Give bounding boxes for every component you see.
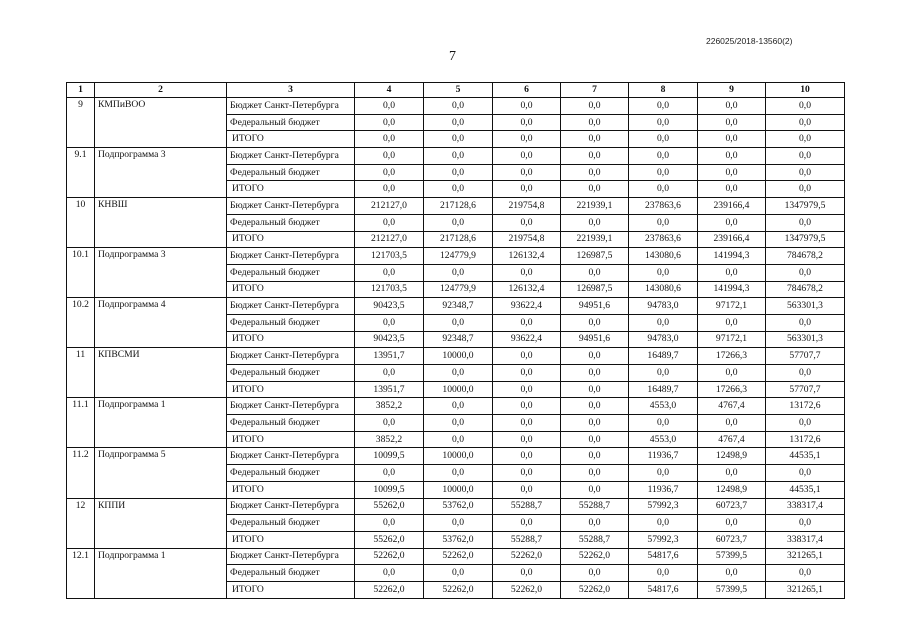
column-header: 8 (629, 83, 698, 98)
value-cell: 0,0 (698, 365, 766, 382)
value-cell: 0,0 (561, 565, 629, 582)
value-cell: 52262,0 (493, 581, 561, 598)
value-cell: 94951,6 (561, 331, 629, 348)
value-cell: 0,0 (629, 415, 698, 432)
value-cell: 0,0 (355, 365, 424, 382)
funding-source: ИТОГО (227, 231, 355, 248)
value-cell: 0,0 (766, 114, 845, 131)
funding-source: Федеральный бюджет (227, 214, 355, 231)
value-cell: 0,0 (493, 398, 561, 415)
value-cell: 0,0 (698, 264, 766, 281)
value-cell: 0,0 (629, 164, 698, 181)
value-cell: 16489,7 (629, 348, 698, 365)
value-cell: 563301,3 (766, 331, 845, 348)
value-cell: 0,0 (493, 164, 561, 181)
value-cell: 0,0 (698, 465, 766, 482)
value-cell: 10000,0 (424, 348, 493, 365)
value-cell: 0,0 (424, 365, 493, 382)
funding-source: Бюджет Санкт-Петербурга (227, 498, 355, 515)
value-cell: 4553,0 (629, 398, 698, 415)
funding-source: ИТОГО (227, 331, 355, 348)
value-cell: 52262,0 (355, 581, 424, 598)
value-cell: 13172,6 (766, 398, 845, 415)
value-cell: 16489,7 (629, 381, 698, 398)
value-cell: 0,0 (561, 348, 629, 365)
table-row (67, 548, 845, 565)
funding-source: ИТОГО (227, 131, 355, 148)
funding-source: ИТОГО (227, 531, 355, 548)
value-cell: 0,0 (355, 264, 424, 281)
value-cell: 0,0 (424, 98, 493, 115)
value-cell: 57992,3 (629, 498, 698, 515)
budget-table (66, 82, 845, 599)
value-cell: 55288,7 (493, 498, 561, 515)
value-cell: 0,0 (424, 565, 493, 582)
value-cell: 11936,7 (629, 481, 698, 498)
value-cell: 53762,0 (424, 531, 493, 548)
value-cell: 784678,2 (766, 281, 845, 298)
column-header: 7 (561, 83, 629, 98)
value-cell: 0,0 (493, 565, 561, 582)
column-header: 10 (766, 83, 845, 98)
row-number: 11 (67, 348, 95, 398)
funding-source: Бюджет Санкт-Петербурга (227, 448, 355, 465)
value-cell: 141994,3 (698, 281, 766, 298)
value-cell: 55288,7 (493, 531, 561, 548)
program-name: Подпрограмма 4 (95, 298, 227, 348)
value-cell: 93622,4 (493, 331, 561, 348)
value-cell: 219754,8 (493, 198, 561, 215)
funding-source: Федеральный бюджет (227, 465, 355, 482)
table-row (67, 348, 845, 365)
value-cell: 0,0 (493, 481, 561, 498)
column-header: 6 (493, 83, 561, 98)
value-cell: 94783,0 (629, 331, 698, 348)
value-cell: 10099,5 (355, 481, 424, 498)
value-cell: 0,0 (766, 181, 845, 198)
value-cell: 338317,4 (766, 498, 845, 515)
value-cell: 52262,0 (355, 548, 424, 565)
program-name: КППИ (95, 498, 227, 548)
value-cell: 0,0 (698, 131, 766, 148)
value-cell: 44535,1 (766, 481, 845, 498)
funding-source: Бюджет Санкт-Петербурга (227, 398, 355, 415)
value-cell: 0,0 (766, 365, 845, 382)
value-cell: 0,0 (493, 214, 561, 231)
value-cell: 0,0 (493, 381, 561, 398)
value-cell: 0,0 (629, 465, 698, 482)
value-cell: 143080,6 (629, 281, 698, 298)
value-cell: 0,0 (424, 131, 493, 148)
value-cell: 0,0 (561, 381, 629, 398)
value-cell: 0,0 (561, 481, 629, 498)
table-row (67, 98, 845, 115)
value-cell: 784678,2 (766, 248, 845, 265)
value-cell: 0,0 (561, 164, 629, 181)
value-cell: 0,0 (698, 214, 766, 231)
value-cell: 0,0 (355, 214, 424, 231)
program-name: Подпрограмма 5 (95, 448, 227, 498)
value-cell: 0,0 (766, 264, 845, 281)
value-cell: 10000,0 (424, 481, 493, 498)
funding-source: Федеральный бюджет (227, 264, 355, 281)
value-cell: 0,0 (355, 565, 424, 582)
program-name: Подпрограмма 3 (95, 148, 227, 198)
value-cell: 1347979,5 (766, 198, 845, 215)
value-cell: 57707,7 (766, 381, 845, 398)
value-cell: 10000,0 (424, 448, 493, 465)
value-cell: 0,0 (355, 465, 424, 482)
value-cell: 0,0 (629, 148, 698, 165)
value-cell: 338317,4 (766, 531, 845, 548)
value-cell: 0,0 (698, 114, 766, 131)
value-cell: 0,0 (629, 365, 698, 382)
value-cell: 0,0 (561, 181, 629, 198)
value-cell: 0,0 (355, 114, 424, 131)
value-cell: 53762,0 (424, 498, 493, 515)
value-cell: 0,0 (561, 131, 629, 148)
value-cell: 57399,5 (698, 581, 766, 598)
value-cell: 0,0 (493, 131, 561, 148)
value-cell: 0,0 (629, 515, 698, 532)
value-cell: 219754,8 (493, 231, 561, 248)
value-cell: 0,0 (493, 465, 561, 482)
value-cell: 0,0 (629, 214, 698, 231)
value-cell: 57992,3 (629, 531, 698, 548)
funding-source: Бюджет Санкт-Петербурга (227, 548, 355, 565)
value-cell: 0,0 (629, 565, 698, 582)
value-cell: 124779,9 (424, 248, 493, 265)
value-cell: 0,0 (698, 181, 766, 198)
value-cell: 10099,5 (355, 448, 424, 465)
value-cell: 97172,1 (698, 298, 766, 315)
funding-source: Бюджет Санкт-Петербурга (227, 298, 355, 315)
value-cell: 3852,2 (355, 431, 424, 448)
row-number: 10.2 (67, 298, 95, 348)
table-row (67, 398, 845, 415)
value-cell: 121703,5 (355, 281, 424, 298)
funding-source: Федеральный бюджет (227, 515, 355, 532)
value-cell: 0,0 (629, 181, 698, 198)
value-cell: 0,0 (561, 448, 629, 465)
value-cell: 0,0 (698, 515, 766, 532)
value-cell: 4767,4 (698, 398, 766, 415)
value-cell: 0,0 (561, 415, 629, 432)
value-cell: 0,0 (766, 465, 845, 482)
value-cell: 221939,1 (561, 231, 629, 248)
value-cell: 0,0 (355, 515, 424, 532)
value-cell: 57399,5 (698, 548, 766, 565)
value-cell: 0,0 (355, 181, 424, 198)
value-cell: 0,0 (766, 214, 845, 231)
value-cell: 93622,4 (493, 298, 561, 315)
value-cell: 0,0 (561, 515, 629, 532)
funding-source: ИТОГО (227, 381, 355, 398)
row-number: 10 (67, 198, 95, 248)
value-cell: 60723,7 (698, 498, 766, 515)
funding-source: Бюджет Санкт-Петербурга (227, 148, 355, 165)
value-cell: 126987,5 (561, 281, 629, 298)
table-row (67, 498, 845, 515)
row-number: 9.1 (67, 148, 95, 198)
value-cell: 0,0 (698, 148, 766, 165)
value-cell: 141994,3 (698, 248, 766, 265)
value-cell: 0,0 (424, 431, 493, 448)
value-cell: 0,0 (424, 465, 493, 482)
column-header: 2 (95, 83, 227, 98)
value-cell: 0,0 (424, 415, 493, 432)
value-cell: 0,0 (766, 565, 845, 582)
table-row (67, 448, 845, 465)
value-cell: 12498,9 (698, 481, 766, 498)
value-cell: 0,0 (355, 314, 424, 331)
value-cell: 0,0 (561, 431, 629, 448)
value-cell: 0,0 (766, 314, 845, 331)
value-cell: 90423,5 (355, 331, 424, 348)
table-row (67, 248, 845, 265)
value-cell: 0,0 (493, 415, 561, 432)
value-cell: 92348,7 (424, 298, 493, 315)
value-cell: 92348,7 (424, 331, 493, 348)
row-number: 11.2 (67, 448, 95, 498)
value-cell: 0,0 (493, 114, 561, 131)
header-row (67, 83, 845, 98)
funding-source: Федеральный бюджет (227, 415, 355, 432)
value-cell: 0,0 (561, 314, 629, 331)
row-number: 12.1 (67, 548, 95, 598)
value-cell: 0,0 (629, 264, 698, 281)
value-cell: 0,0 (355, 415, 424, 432)
value-cell: 0,0 (493, 148, 561, 165)
value-cell: 239166,4 (698, 231, 766, 248)
value-cell: 212127,0 (355, 198, 424, 215)
value-cell: 143080,6 (629, 248, 698, 265)
funding-source: ИТОГО (227, 181, 355, 198)
value-cell: 0,0 (493, 515, 561, 532)
value-cell: 0,0 (698, 415, 766, 432)
value-cell: 126987,5 (561, 248, 629, 265)
column-header: 4 (355, 83, 424, 98)
value-cell: 0,0 (698, 164, 766, 181)
value-cell: 0,0 (561, 98, 629, 115)
value-cell: 0,0 (766, 164, 845, 181)
row-number: 10.1 (67, 248, 95, 298)
funding-source: ИТОГО (227, 481, 355, 498)
value-cell: 54817,6 (629, 548, 698, 565)
value-cell: 12498,9 (698, 448, 766, 465)
column-header: 9 (698, 83, 766, 98)
value-cell: 0,0 (493, 98, 561, 115)
value-cell: 0,0 (629, 114, 698, 131)
row-number: 11.1 (67, 398, 95, 448)
value-cell: 52262,0 (561, 548, 629, 565)
value-cell: 0,0 (493, 448, 561, 465)
value-cell: 0,0 (561, 398, 629, 415)
value-cell: 237863,6 (629, 198, 698, 215)
funding-source: Бюджет Санкт-Петербурга (227, 348, 355, 365)
funding-source: ИТОГО (227, 431, 355, 448)
value-cell: 563301,3 (766, 298, 845, 315)
value-cell: 0,0 (561, 264, 629, 281)
value-cell: 17266,3 (698, 381, 766, 398)
value-cell: 10000,0 (424, 381, 493, 398)
value-cell: 0,0 (424, 398, 493, 415)
value-cell: 0,0 (355, 131, 424, 148)
program-name: Подпрограмма 1 (95, 398, 227, 448)
value-cell: 55262,0 (355, 531, 424, 548)
value-cell: 94783,0 (629, 298, 698, 315)
value-cell: 0,0 (424, 264, 493, 281)
value-cell: 0,0 (493, 431, 561, 448)
funding-source: Федеральный бюджет (227, 565, 355, 582)
funding-source: Бюджет Санкт-Петербурга (227, 198, 355, 215)
value-cell: 55288,7 (561, 498, 629, 515)
value-cell: 44535,1 (766, 448, 845, 465)
value-cell: 0,0 (355, 98, 424, 115)
funding-source: Федеральный бюджет (227, 114, 355, 131)
column-header: 1 (67, 83, 95, 98)
value-cell: 0,0 (629, 131, 698, 148)
value-cell: 0,0 (493, 264, 561, 281)
value-cell: 17266,3 (698, 348, 766, 365)
value-cell: 13951,7 (355, 381, 424, 398)
value-cell: 0,0 (766, 515, 845, 532)
value-cell: 52262,0 (561, 581, 629, 598)
value-cell: 217128,6 (424, 198, 493, 215)
program-name: Подпрограмма 1 (95, 548, 227, 598)
value-cell: 0,0 (561, 465, 629, 482)
value-cell: 1347979,5 (766, 231, 845, 248)
funding-source: Федеральный бюджет (227, 365, 355, 382)
value-cell: 55262,0 (355, 498, 424, 515)
table-row (67, 198, 845, 215)
value-cell: 217128,6 (424, 231, 493, 248)
funding-source: Федеральный бюджет (227, 314, 355, 331)
value-cell: 3852,2 (355, 398, 424, 415)
funding-source: Федеральный бюджет (227, 164, 355, 181)
value-cell: 94951,6 (561, 298, 629, 315)
value-cell: 90423,5 (355, 298, 424, 315)
value-cell: 212127,0 (355, 231, 424, 248)
value-cell: 11936,7 (629, 448, 698, 465)
value-cell: 0,0 (493, 314, 561, 331)
page-number: 7 (449, 49, 456, 64)
document-id: 226025/2018-13560(2) (706, 36, 793, 46)
funding-source: Бюджет Санкт-Петербурга (227, 98, 355, 115)
value-cell: 52262,0 (424, 548, 493, 565)
value-cell: 0,0 (561, 114, 629, 131)
program-name: Подпрограмма 3 (95, 248, 227, 298)
value-cell: 0,0 (424, 148, 493, 165)
value-cell: 0,0 (629, 314, 698, 331)
value-cell: 0,0 (355, 148, 424, 165)
value-cell: 52262,0 (493, 548, 561, 565)
value-cell: 0,0 (493, 348, 561, 365)
value-cell: 0,0 (424, 314, 493, 331)
value-cell: 0,0 (766, 98, 845, 115)
column-header: 5 (424, 83, 493, 98)
value-cell: 126132,4 (493, 248, 561, 265)
program-name: КМПиВОО (95, 98, 227, 148)
value-cell: 13172,6 (766, 431, 845, 448)
program-name: КПВСМИ (95, 348, 227, 398)
value-cell: 0,0 (355, 164, 424, 181)
value-cell: 0,0 (766, 148, 845, 165)
value-cell: 0,0 (698, 314, 766, 331)
value-cell: 0,0 (424, 214, 493, 231)
value-cell: 0,0 (424, 114, 493, 131)
value-cell: 4767,4 (698, 431, 766, 448)
funding-source: ИТОГО (227, 581, 355, 598)
value-cell: 0,0 (493, 181, 561, 198)
table-row (67, 148, 845, 165)
program-name: КНВШ (95, 198, 227, 248)
value-cell: 0,0 (424, 515, 493, 532)
row-number: 12 (67, 498, 95, 548)
value-cell: 0,0 (766, 131, 845, 148)
value-cell: 54817,6 (629, 581, 698, 598)
value-cell: 0,0 (424, 164, 493, 181)
table-row (67, 298, 845, 315)
value-cell: 0,0 (561, 214, 629, 231)
row-number: 9 (67, 98, 95, 148)
value-cell: 52262,0 (424, 581, 493, 598)
value-cell: 121703,5 (355, 248, 424, 265)
value-cell: 0,0 (561, 365, 629, 382)
value-cell: 237863,6 (629, 231, 698, 248)
value-cell: 0,0 (424, 181, 493, 198)
value-cell: 0,0 (561, 148, 629, 165)
value-cell: 124779,9 (424, 281, 493, 298)
value-cell: 221939,1 (561, 198, 629, 215)
value-cell: 0,0 (629, 98, 698, 115)
value-cell: 239166,4 (698, 198, 766, 215)
value-cell: 0,0 (698, 98, 766, 115)
value-cell: 4553,0 (629, 431, 698, 448)
column-header: 3 (227, 83, 355, 98)
funding-source: ИТОГО (227, 281, 355, 298)
value-cell: 55288,7 (561, 531, 629, 548)
value-cell: 321265,1 (766, 581, 845, 598)
value-cell: 321265,1 (766, 548, 845, 565)
value-cell: 0,0 (766, 415, 845, 432)
value-cell: 57707,7 (766, 348, 845, 365)
value-cell: 13951,7 (355, 348, 424, 365)
value-cell: 126132,4 (493, 281, 561, 298)
value-cell: 0,0 (698, 565, 766, 582)
value-cell: 97172,1 (698, 331, 766, 348)
value-cell: 0,0 (493, 365, 561, 382)
funding-source: Бюджет Санкт-Петербурга (227, 248, 355, 265)
value-cell: 60723,7 (698, 531, 766, 548)
